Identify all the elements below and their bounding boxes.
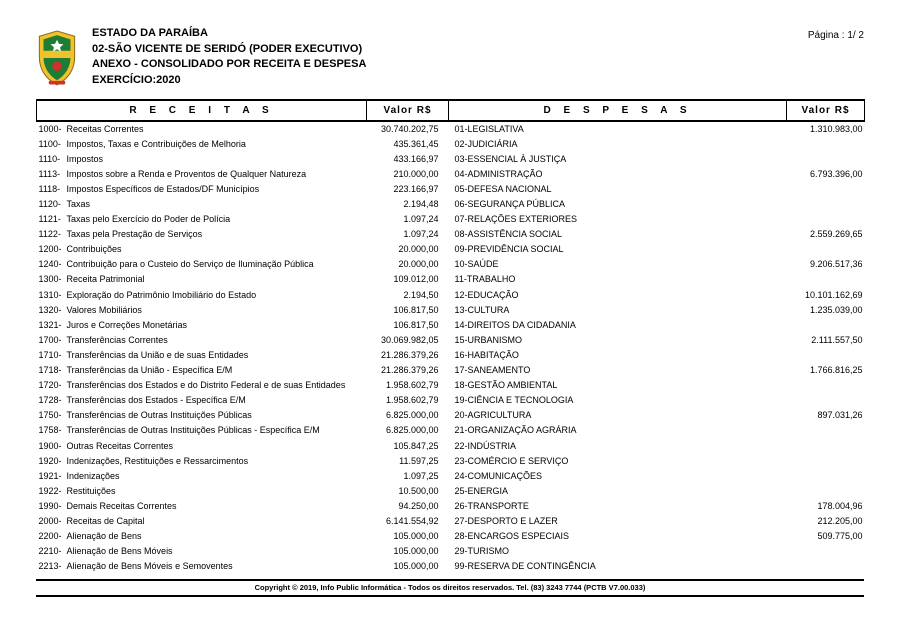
receita-code: 1990- — [38, 500, 62, 511]
receita-valor: 109.012,00 — [393, 274, 439, 285]
receita-name: Transferências da União - Específica E/M — [66, 365, 233, 376]
table-row — [37, 242, 865, 257]
receita-code: 2000- — [38, 515, 62, 526]
despesa-valor — [787, 393, 865, 408]
despesa-valor — [787, 272, 865, 287]
table-row — [37, 317, 865, 332]
receita-label — [37, 317, 367, 332]
receita-code: 1122- — [38, 229, 61, 240]
receita-label — [37, 378, 367, 393]
receita-valor: 433.166,97 — [393, 153, 439, 164]
despesa-valor — [787, 136, 865, 151]
despesa-valor: 1.310.983,00 — [809, 124, 863, 135]
receita-label — [37, 453, 367, 468]
receita-label — [37, 212, 367, 227]
table-row — [37, 393, 865, 408]
table-row — [37, 347, 865, 362]
table-row — [37, 513, 865, 528]
report-header — [36, 26, 864, 91]
receita-code: 1710- — [38, 349, 62, 360]
receita-code: 2213- — [38, 561, 62, 572]
receita-code: 1300- — [38, 274, 62, 285]
receita-valor: 94.250,00 — [398, 500, 439, 511]
receita-valor: 1.958.602,79 — [385, 380, 439, 391]
despesa-valor: 212.205,00 — [817, 515, 863, 526]
despesa-label: 23-COMÉRCIO E SERVIÇO — [454, 455, 569, 466]
receita-valor: 10.500,00 — [398, 485, 439, 496]
receitas-column-header: R E C E I T A S — [37, 100, 367, 121]
receita-code: 2210- — [38, 546, 62, 557]
receita-label — [37, 151, 367, 166]
despesa-label: 07-RELAÇÕES EXTERIORES — [454, 214, 578, 225]
receita-code: 1100- — [38, 138, 61, 149]
receita-code: 1113- — [38, 168, 61, 179]
receita-name: Impostos sobre a Renda e Proventos de Qualquer Natureza — [66, 168, 307, 179]
receita-valor: 105.000,00 — [393, 561, 439, 572]
receita-code: 1118- — [38, 183, 61, 194]
receita-code: 1720- — [38, 380, 62, 391]
despesa-label: 18-GESTÃO AMBIENTAL — [454, 380, 558, 391]
despesa-label: 19-CIÊNCIA E TECNOLOGIA — [454, 395, 574, 406]
despesa-valor — [787, 438, 865, 453]
receita-name: Taxas pelo Exercício do Poder de Polícia — [66, 214, 231, 225]
receita-name: Receitas de Capital — [66, 515, 145, 526]
receita-code: 1310- — [38, 289, 62, 300]
despesa-label: 20-AGRICULTURA — [454, 410, 532, 421]
receita-label — [37, 181, 367, 196]
receita-label — [37, 227, 367, 242]
org-name: ESTADO DA PARAÍBA — [92, 27, 208, 39]
receita-valor: 21.286.379,26 — [380, 349, 439, 360]
table-row — [37, 121, 865, 136]
receita-label — [37, 287, 367, 302]
despesa-label: 16-HABITAÇÃO — [454, 349, 519, 360]
despesa-valor: 9.206.517,36 — [809, 259, 863, 270]
despesa-label: 14-DIREITOS DA CIDADANIA — [454, 319, 576, 330]
receita-code: 1758- — [38, 425, 62, 436]
receita-name: Impostos, Taxas e Contribuições de Melhoria — [66, 138, 246, 149]
table-row — [37, 498, 865, 513]
despesa-valor: 897.031,26 — [817, 410, 863, 421]
despesa-valor: 6.793.396,00 — [809, 168, 863, 179]
despesa-valor: 2.559.269,65 — [809, 229, 863, 240]
receita-code: 1320- — [38, 304, 62, 315]
receita-name: Alienação de Bens Móveis — [66, 546, 173, 557]
receita-name: Contribuições — [66, 244, 122, 255]
receita-name: Demais Receitas Correntes — [66, 500, 177, 511]
despesa-label: 08-ASSISTÊNCIA SOCIAL — [454, 229, 563, 240]
receita-valor: 20.000,00 — [398, 259, 439, 270]
receita-label — [37, 498, 367, 513]
receita-valor: 1.097,24 — [403, 214, 439, 225]
receita-valor: 6.825.000,00 — [385, 410, 439, 421]
receita-name: Alienação de Bens Móveis e Semoventes — [66, 561, 233, 572]
table-row — [37, 151, 865, 166]
receita-valor: 1.958.602,79 — [385, 395, 439, 406]
receita-code: 1700- — [38, 334, 62, 345]
receita-valor: 20.000,00 — [398, 244, 439, 255]
table-row — [37, 302, 865, 317]
exercise-year: EXERCÍCIO:2020 — [92, 73, 181, 86]
despesa-valor — [787, 181, 865, 196]
receita-name: Impostos — [66, 153, 104, 164]
receita-code: 2200- — [38, 531, 62, 542]
receita-label — [37, 121, 367, 136]
receita-valor: 105.000,00 — [393, 531, 439, 542]
receita-valor: 6.141.554,92 — [385, 515, 439, 526]
despesa-valor: 178.004,96 — [817, 500, 863, 511]
despesa-label: 17-SANEAMENTO — [454, 365, 531, 376]
receita-code: 1000- — [38, 124, 62, 135]
receita-code: 1900- — [38, 440, 62, 451]
despesa-label: 27-DESPORTO E LAZER — [454, 515, 558, 526]
despesa-valor: 1.235.039,00 — [809, 304, 863, 315]
table-row — [37, 272, 865, 287]
receita-name: Outras Receitas Correntes — [66, 440, 174, 451]
receita-valor: 210.000,00 — [393, 168, 439, 179]
despesa-valor — [787, 212, 865, 227]
table-row — [37, 196, 865, 211]
receita-label — [37, 408, 367, 423]
receita-label — [37, 257, 367, 272]
despesa-label: 06-SEGURANÇA PÚBLICA — [454, 199, 566, 210]
receita-label — [37, 166, 367, 181]
despesa-label: 15-URBANISMO — [454, 334, 523, 345]
receita-name: Transferências da União e de suas Entidades — [66, 349, 249, 360]
receita-name: Indenizações — [66, 470, 120, 481]
receita-label — [37, 136, 367, 151]
budget-table — [36, 99, 865, 574]
despesa-label: 29-TURISMO — [454, 546, 510, 557]
despesa-label: 24-COMUNICAÇÕES — [454, 470, 543, 481]
receita-code: 1728- — [38, 395, 62, 406]
despesa-label: 10-SAÚDE — [454, 259, 499, 270]
page-number: Página : 1/ 2 — [807, 30, 864, 41]
receita-label — [37, 559, 367, 574]
receita-name: Exploração do Patrimônio Imobiliário do Estado — [66, 289, 257, 300]
receita-name: Receitas Correntes — [66, 124, 144, 135]
budget-table-head — [37, 100, 865, 121]
table-row — [37, 529, 865, 544]
receita-code: 1718- — [38, 365, 62, 376]
receita-name: Contribuição para o Custeio do Serviço de Iluminação Pública — [66, 259, 314, 270]
receita-label — [37, 529, 367, 544]
despesa-label: 05-DEFESA NACIONAL — [454, 183, 552, 194]
despesa-label: 03-ESSENCIAL À JUSTIÇA — [454, 153, 567, 164]
receita-label — [37, 332, 367, 347]
receita-code: 1200- — [38, 244, 62, 255]
despesa-label: 21-ORGANIZAÇÃO AGRÁRIA — [454, 425, 577, 436]
receita-valor: 105.847,25 — [393, 440, 439, 451]
table-row — [37, 166, 865, 181]
despesa-valor — [787, 453, 865, 468]
receita-code: 1110- — [38, 153, 61, 164]
receita-name: Indenizações, Restituições e Ressarcimentos — [66, 455, 249, 466]
receita-label — [37, 393, 367, 408]
receita-code: 1121- — [38, 214, 61, 225]
budget-table-body — [37, 121, 865, 574]
despesa-valor — [787, 378, 865, 393]
despesa-valor: 2.111.557,50 — [811, 334, 863, 345]
receita-name: Transferências de Outras Instituições Públicas - Específica E/M — [66, 425, 320, 436]
receita-valor: 11.597,25 — [399, 455, 439, 466]
receita-name: Restituições — [66, 485, 116, 496]
despesa-valor — [787, 151, 865, 166]
despesa-valor: 509.775,00 — [817, 531, 863, 542]
despesa-label: 22-INDÚSTRIA — [454, 440, 517, 451]
despesa-label: 02-JUDICIÁRIA — [454, 138, 518, 149]
receita-valor: 2.194,50 — [403, 289, 439, 300]
table-row — [37, 136, 865, 151]
receita-valor: 30.069.982,05 — [380, 334, 439, 345]
receita-name: Transferências Correntes — [66, 334, 168, 345]
receita-code: 1750- — [38, 410, 62, 421]
receita-label — [37, 544, 367, 559]
despesas-valor-header: Valor R$ — [787, 100, 865, 121]
receita-valor: 1.097,25 — [403, 470, 439, 481]
despesa-valor — [787, 347, 865, 362]
table-row — [37, 257, 865, 272]
table-row — [37, 181, 865, 196]
copyright-text: Copyright © 2019, Info Public Informática - Todos os direitos reservados. Tel. (83) 3243 7744 (PCTB V7.00.033) — [254, 582, 646, 592]
receita-valor: 106.817,50 — [393, 319, 439, 330]
despesa-label: 99-RESERVA DE CONTINGÊNCIA — [454, 561, 596, 572]
despesa-valor: 1.766.816,25 — [809, 365, 863, 376]
receita-label — [37, 363, 367, 378]
despesa-label: 28-ENCARGOS ESPECIAIS — [454, 531, 570, 542]
receita-label — [37, 272, 367, 287]
table-row — [37, 378, 865, 393]
table-row — [37, 287, 865, 302]
table-row — [37, 423, 865, 438]
despesas-column-header: D E S P E S A S — [449, 100, 787, 121]
despesa-label: 01-LEGISLATIVA — [454, 124, 524, 135]
table-row — [37, 559, 865, 574]
despesa-valor — [787, 196, 865, 211]
table-row — [37, 438, 865, 453]
receita-name: Taxas pela Prestação de Serviços — [66, 229, 203, 240]
table-row — [37, 212, 865, 227]
despesa-valor — [787, 468, 865, 483]
receita-code: 1922- — [38, 485, 62, 496]
despesa-valor — [787, 423, 865, 438]
receita-name: Transferências dos Estados - Específica E/M — [66, 395, 246, 406]
receita-label — [37, 513, 367, 528]
table-row — [37, 332, 865, 347]
receita-label — [37, 438, 367, 453]
receita-code: 1120- — [38, 199, 61, 210]
table-row — [37, 227, 865, 242]
receita-code: 1920- — [38, 455, 62, 466]
despesa-label: 13-CULTURA — [454, 304, 510, 315]
receita-valor: 21.286.379,26 — [380, 365, 439, 376]
receita-valor: 105.000,00 — [393, 546, 439, 557]
table-header-row — [37, 100, 865, 121]
receita-code: 1240- — [38, 259, 62, 270]
receita-valor: 106.817,50 — [393, 304, 439, 315]
receita-name: Transferências dos Estados e do Distrito Federal e de suas Entidades — [66, 380, 346, 391]
despesa-valor — [787, 559, 865, 574]
receita-valor: 30.740.202,75 — [380, 124, 439, 135]
despesa-valor: 10.101.162,69 — [804, 289, 863, 300]
despesa-valor — [787, 483, 865, 498]
receita-code: 1921- — [38, 470, 62, 481]
receita-name: Impostos Específicos de Estados/DF Municípios — [66, 183, 260, 194]
despesa-label: 04-ADMINISTRAÇÃO — [454, 168, 543, 179]
receita-label — [37, 242, 367, 257]
table-row — [37, 468, 865, 483]
receita-valor: 6.825.000,00 — [385, 425, 439, 436]
receita-label — [37, 347, 367, 362]
table-row — [37, 544, 865, 559]
receita-valor: 223.166,97 — [393, 183, 439, 194]
table-row — [37, 363, 865, 378]
despesa-valor — [787, 317, 865, 332]
table-row — [37, 408, 865, 423]
receita-valor: 1.097,24 — [403, 229, 439, 240]
receita-name: Receita Patrimonial — [66, 274, 145, 285]
despesa-label: 26-TRANSPORTE — [454, 500, 529, 511]
report-footer — [36, 579, 864, 597]
despesa-label: 11-TRABALHO — [454, 274, 516, 285]
despesa-label: 25-ENERGIA — [454, 485, 509, 496]
receitas-valor-header: Valor R$ — [367, 100, 449, 121]
receita-name: Transferências de Outras Instituições Públicas — [66, 410, 252, 421]
receita-valor: 435.361,45 — [393, 138, 439, 149]
receita-name: Valores Mobiliários — [66, 304, 142, 315]
receita-label — [37, 423, 367, 438]
despesa-valor — [787, 242, 865, 257]
table-row — [37, 483, 865, 498]
table-row — [37, 453, 865, 468]
despesa-valor — [787, 544, 865, 559]
despesa-label: 09-PREVIDÊNCIA SOCIAL — [454, 244, 564, 255]
receita-label — [37, 196, 367, 211]
receita-name: Taxas — [66, 199, 91, 210]
receita-name: Juros e Correções Monetárias — [66, 319, 188, 330]
receita-label — [37, 468, 367, 483]
receita-code: 1321- — [38, 319, 62, 330]
header-text-block — [92, 26, 366, 88]
entity-name: 02-SÃO VICENTE DE SERIDÓ (PODER EXECUTIVO) — [92, 42, 363, 55]
receita-valor: 2.194,48 — [403, 199, 439, 210]
receita-name: Alienação de Bens — [66, 531, 142, 542]
despesa-label: 12-EDUCAÇÃO — [454, 289, 519, 300]
annex-title: ANEXO - CONSOLIDADO POR RECEITA E DESPESA — [92, 58, 367, 70]
receita-label — [37, 483, 367, 498]
receita-label — [37, 302, 367, 317]
coat-of-arms-logo — [36, 30, 78, 91]
